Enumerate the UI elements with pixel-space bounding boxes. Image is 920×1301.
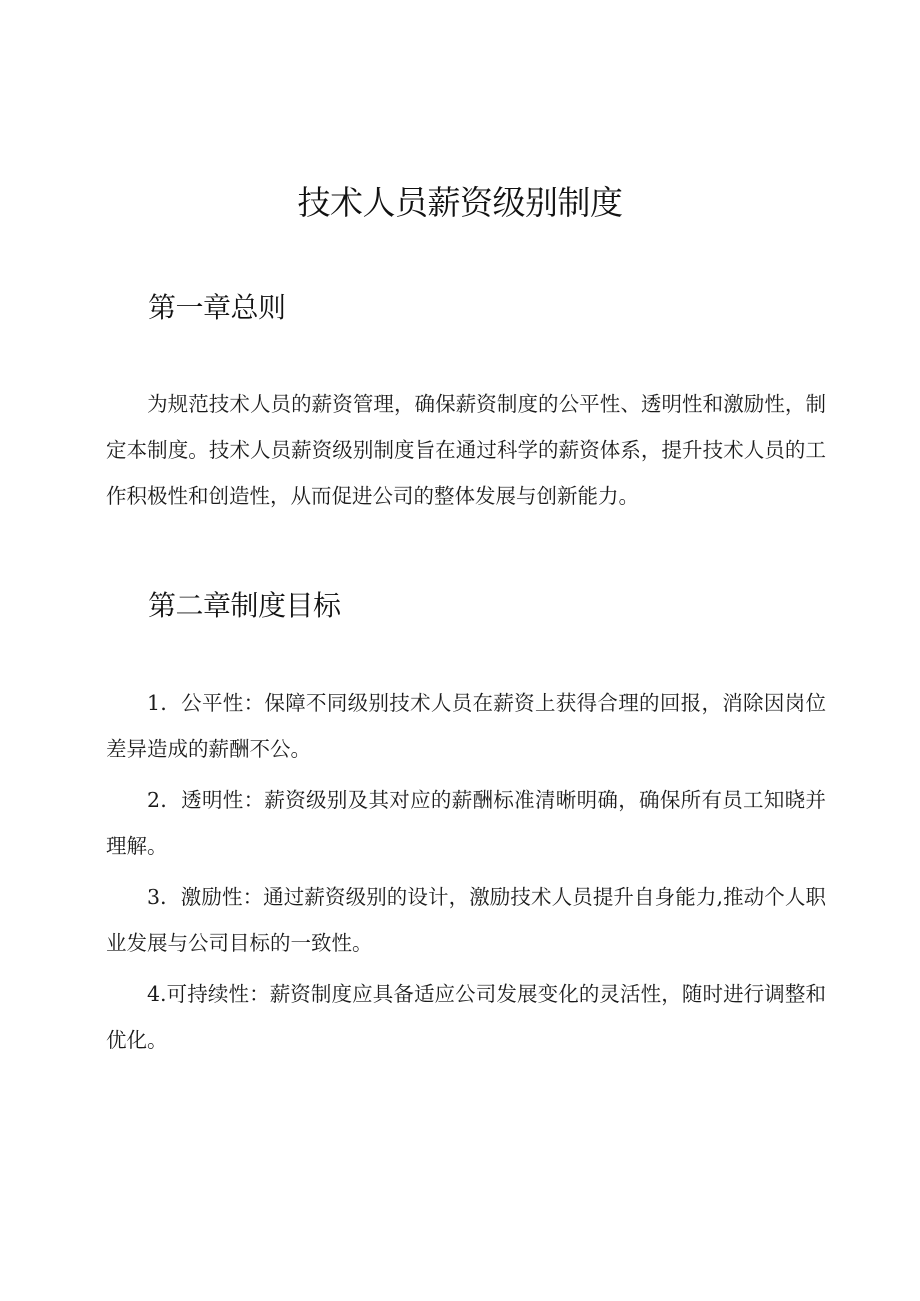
chapter-1-paragraph bbox=[106, 381, 826, 519]
goal-item-sustainability bbox=[106, 971, 826, 1063]
document-title: 技术人员薪资级别制度 bbox=[297, 183, 623, 222]
chapter-2-heading: 第二章制度目标 bbox=[148, 589, 341, 622]
goal-item-fairness bbox=[106, 680, 826, 772]
goal-item-text: 4.可持续性：薪资制度应具备适应公司发展变化的灵活性，随时进行调整和优化。 bbox=[106, 982, 826, 1052]
goal-item-text: 3．激励性：通过薪资级别的设计，激励技术人员提升自身能力,推动个人职业发展与公司目标的一致性。 bbox=[106, 885, 826, 955]
goal-item-text: 1．公平性：保障不同级别技术人员在薪资上获得合理的回报，消除因岗位差异造成的薪酬不公。 bbox=[106, 691, 826, 761]
chapter-1-heading: 第一章总则 bbox=[148, 291, 286, 324]
goal-item-transparency bbox=[106, 777, 826, 869]
goal-item-incentive bbox=[106, 874, 826, 966]
chapter-1-paragraph-text: 为规范技术人员的薪资管理，确保薪资制度的公平性、透明性和激励性，制定本制度。技术人员薪资级别制度旨在通过科学的薪资体系，提升技术人员的工作积极性和创造性，从而促进公司的整体发展与创新能力。 bbox=[106, 392, 826, 508]
goal-item-text: 2．透明性：薪资级别及其对应的薪酬标准清晰明确，确保所有员工知晓并理解。 bbox=[106, 788, 826, 858]
